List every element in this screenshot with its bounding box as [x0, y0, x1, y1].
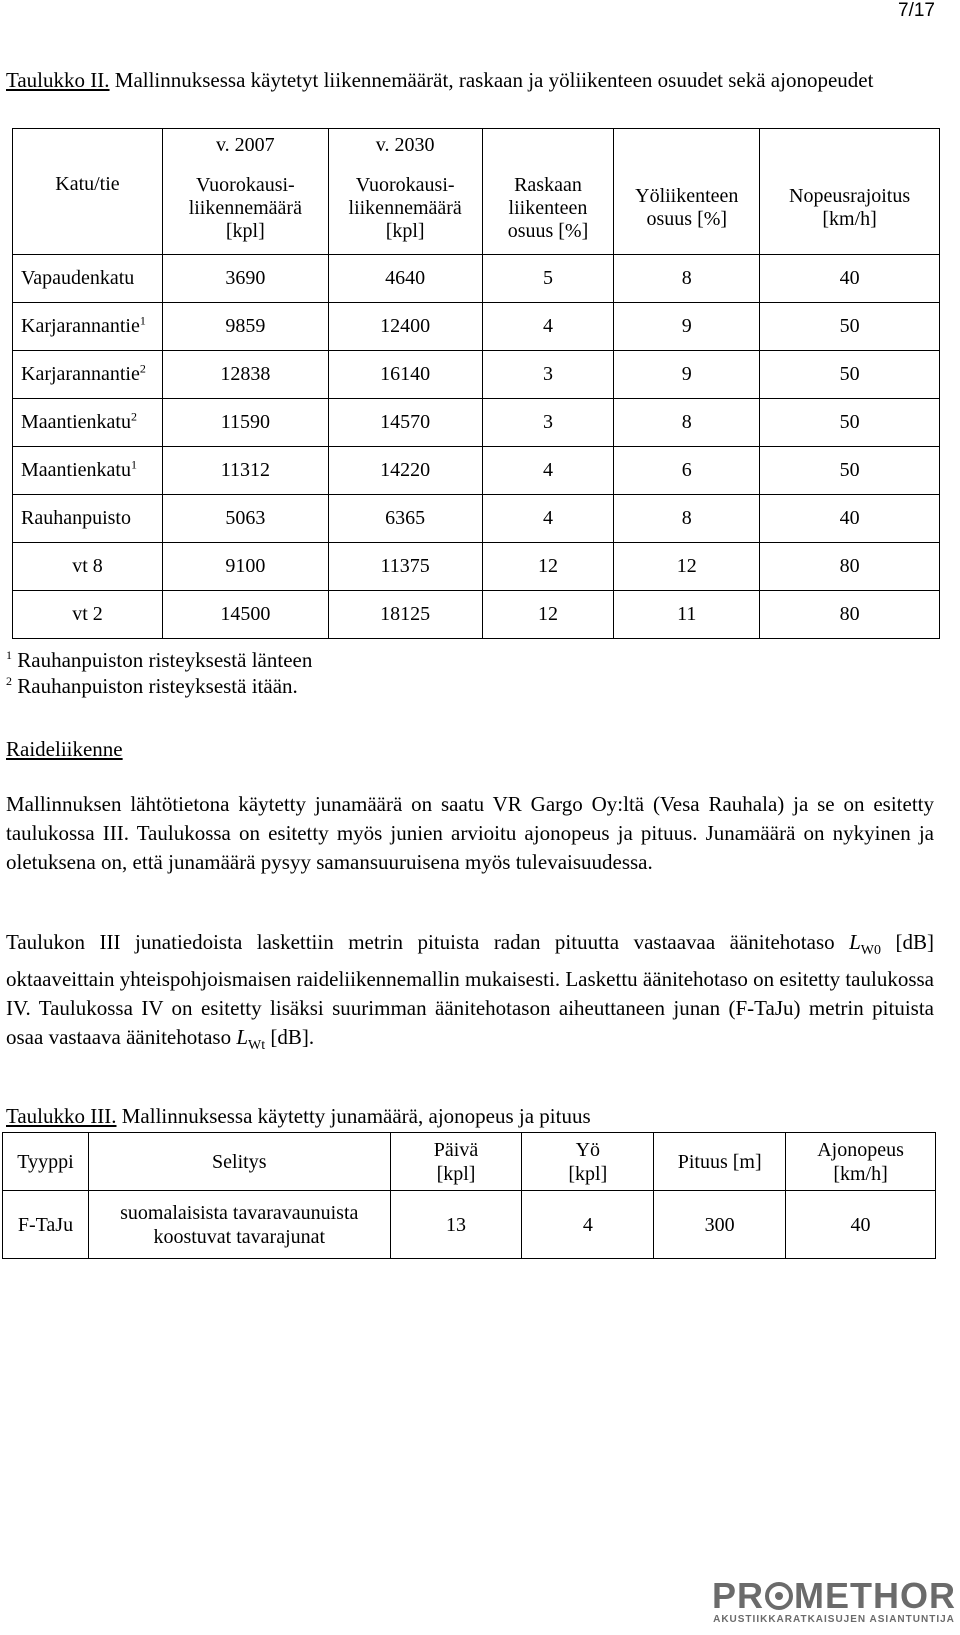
cell-volume-2030: 6365 — [328, 495, 482, 543]
table-row — [13, 255, 940, 303]
cell-volume-2030: 4640 — [328, 255, 482, 303]
header-volume-2007: Vuorokausi- liikennemäärä [kpl] — [162, 163, 328, 255]
header-night: Yö [kpl] — [522, 1133, 654, 1191]
paragraph-2: Taulukon III junatiedoista laskettiin metrin pituista radan pituutta vastaavaa äänitehotaso $L_{W0}$ [dB] oktaaveittain yhteispohjoismaisen raideliikennemallin mukaisesti. Laskettu äänitehotaso on esitetty taulukossa IV. Taulukossa IV on esitetty lisäksi suurimman äänitehotason aiheuttaneen junan (F-TaJu) metrin pituista osaa vastaava äänitehotaso $L_{Wt}$ [dB]. — [6, 930, 934, 1054]
cell-speed-limit: 40 — [760, 495, 940, 543]
cell-volume-2030: 12400 — [328, 303, 482, 351]
cell-volume-2030: 14220 — [328, 447, 482, 495]
street-name: Maantienkatu$^1$ — [13, 447, 163, 495]
table-row — [13, 447, 940, 495]
cell-heavy-share: 3 — [482, 399, 614, 447]
cell-heavy-share: 4 — [482, 303, 614, 351]
logo-tagline: AKUSTIIKKARATKAISUJEN ASIANTUNTIJA — [713, 1614, 955, 1625]
table-row — [13, 303, 940, 351]
table-2-caption-label: Taulukko II. — [6, 68, 110, 92]
cell-heavy-share: 3 — [482, 351, 614, 399]
cell-volume-2007: 11590 — [162, 399, 328, 447]
cell-heavy-share: 5 — [482, 255, 614, 303]
page-number: 7/17 — [898, 0, 935, 21]
cell-heavy-share: 12 — [482, 591, 614, 639]
street-name: vt 8 — [13, 543, 163, 591]
table-2-caption-text: Mallinnuksessa käytetyt liikennemäärät, raskaan ja yöliikenteen osuudet sekä ajonopeudet — [109, 68, 874, 92]
cell-volume-2007: 3690 — [162, 255, 328, 303]
street-name: Vapaudenkatu — [13, 255, 163, 303]
cell-heavy-share: 4 — [482, 495, 614, 543]
cell-night-share: 12 — [614, 543, 760, 591]
header-street: Katu/tie — [13, 163, 163, 255]
cell-day: 13 — [390, 1191, 522, 1259]
cell-speed-limit: 50 — [760, 399, 940, 447]
cell-volume-2007: 14500 — [162, 591, 328, 639]
table-row — [13, 495, 940, 543]
footnote-1: $^1$ Rauhanpuiston risteyksestä länteen — [6, 648, 313, 672]
header-description: Selitys — [88, 1133, 390, 1191]
table-row — [13, 351, 940, 399]
cell-night-share: 8 — [614, 495, 760, 543]
cell-speed: 40 — [786, 1191, 936, 1259]
street-name: Karjarannantie$^2$ — [13, 351, 163, 399]
cell-volume-2007: 9100 — [162, 543, 328, 591]
year-2030-label: v. 2030 — [328, 129, 482, 163]
cell-night: 4 — [522, 1191, 654, 1259]
cell-speed-limit: 80 — [760, 591, 940, 639]
logo-wordmark: PR METHOR — [711, 1575, 956, 1616]
table-3-caption-text: Mallinnuksessa käytetty junamäärä, ajonopeus ja pituus — [116, 1104, 591, 1128]
train-table — [2, 1132, 936, 1259]
cell-heavy-share: 4 — [482, 447, 614, 495]
cell-speed-limit: 50 — [760, 351, 940, 399]
header-volume-2030: Vuorokausi- liikennemäärä [kpl] — [328, 163, 482, 255]
header-speed-limit: Nopeusrajoitus [km/h] — [760, 163, 940, 255]
paragraph-1: Mallinnuksen lähtötietona käytetty junamäärä on saatu VR Gargo Oy:ltä (Vesa Rauhala) ja se on esitetty taulukossa III. Taulukossa on esitetty myös junien arvioitu ajonopeus ja pituus. Junamäärä on nykyinen ja oletuksena on, että junamäärä pysyy samansuuruisena myös tulevaisuudessa. — [6, 792, 934, 874]
street-name: Rauhanpuisto — [13, 495, 163, 543]
traffic-table — [12, 128, 940, 639]
table-row — [13, 543, 940, 591]
cell-night-share: 6 — [614, 447, 760, 495]
cell-night-share: 8 — [614, 399, 760, 447]
cell-night-share: 9 — [614, 303, 760, 351]
year-2007-label: v. 2007 — [162, 129, 328, 163]
street-name: vt 2 — [13, 591, 163, 639]
cell-length: 300 — [654, 1191, 786, 1259]
section-heading: Raideliikenne — [6, 737, 123, 761]
table-row — [13, 399, 940, 447]
cell-volume-2007: 5063 — [162, 495, 328, 543]
table-3-caption-label: Taulukko III. — [6, 1104, 117, 1128]
table-row — [3, 1191, 936, 1259]
cell-volume-2007: 11312 — [162, 447, 328, 495]
promethor-logo — [711, 1575, 956, 1626]
street-name: Maantienkatu$^2$ — [13, 399, 163, 447]
cell-night-share: 8 — [614, 255, 760, 303]
header-spacer — [13, 129, 163, 163]
header-day: Päivä [kpl] — [390, 1133, 522, 1191]
header-night-share: Yöliikenteen osuus [%] — [614, 163, 760, 255]
cell-speed-limit: 50 — [760, 447, 940, 495]
cell-heavy-share: 12 — [482, 543, 614, 591]
table-2-caption — [6, 66, 946, 94]
footnote-2: $^2$ Rauhanpuiston risteyksestä itään. — [6, 674, 298, 698]
logo-o-icon — [765, 1582, 793, 1610]
cell-volume-2030: 11375 — [328, 543, 482, 591]
cell-volume-2007: 9859 — [162, 303, 328, 351]
cell-speed-limit: 50 — [760, 303, 940, 351]
cell-speed-limit: 40 — [760, 255, 940, 303]
header-speed: Ajonopeus [km/h] — [786, 1133, 936, 1191]
table-row — [13, 591, 940, 639]
header-type: Tyyppi — [3, 1133, 89, 1191]
cell-volume-2030: 16140 — [328, 351, 482, 399]
cell-volume-2007: 12838 — [162, 351, 328, 399]
cell-night-share: 11 — [614, 591, 760, 639]
cell-night-share: 9 — [614, 351, 760, 399]
street-name: Karjarannantie$^1$ — [13, 303, 163, 351]
cell-volume-2030: 14570 — [328, 399, 482, 447]
cell-speed-limit: 80 — [760, 543, 940, 591]
header-heavy-share: Raskaan liikenteen osuus [%] — [482, 163, 614, 255]
cell-type: F-TaJu — [3, 1191, 89, 1259]
cell-description: suomalaisista tavaravaunuista koostuvat tavarajunat — [88, 1191, 390, 1259]
cell-volume-2030: 18125 — [328, 591, 482, 639]
header-length: Pituus [m] — [654, 1133, 786, 1191]
table-3-caption — [6, 1102, 591, 1130]
